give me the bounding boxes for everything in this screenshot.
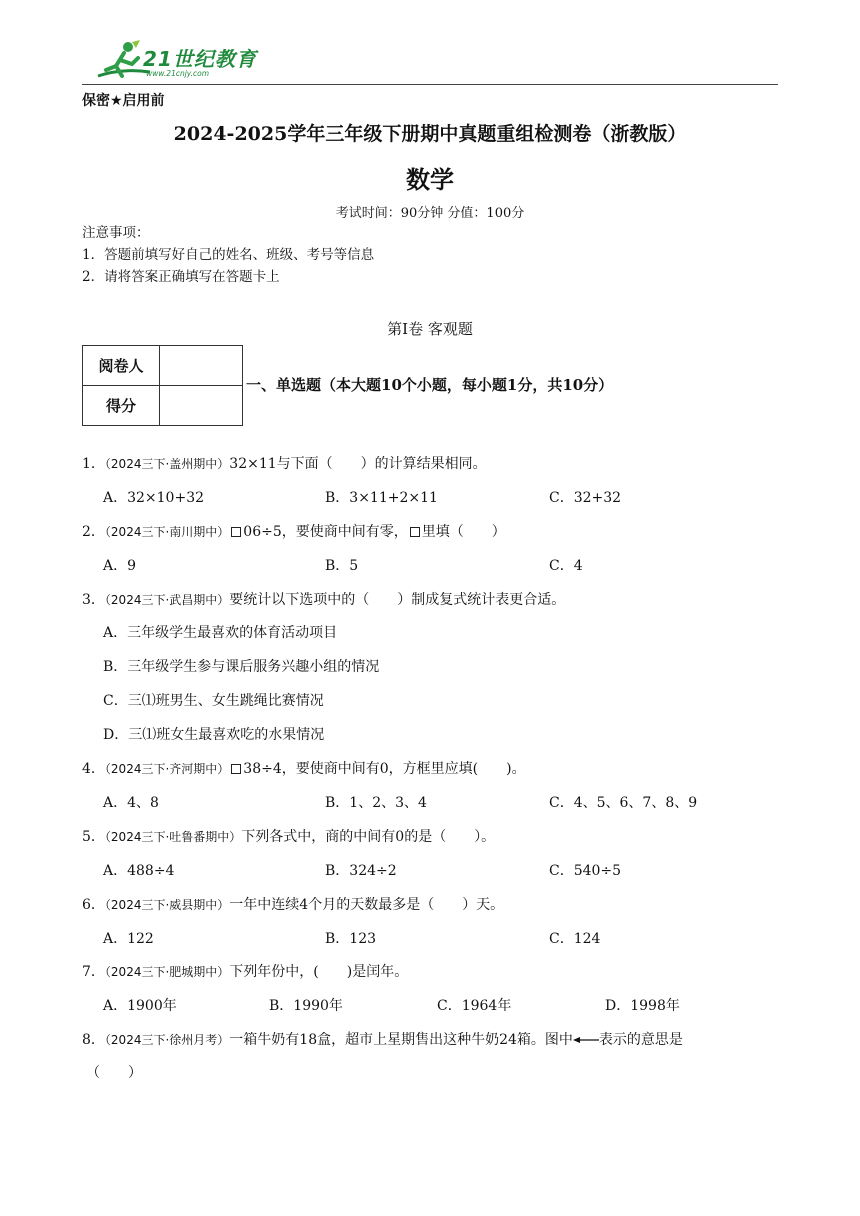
blank-box-icon <box>231 527 241 537</box>
question-text: 要统计以下选项中的（ ）制成复式统计表更合适。 <box>229 592 566 608</box>
question-number: 2． <box>82 524 105 540</box>
notes <box>82 222 374 288</box>
question-source: （2024三下·吐鲁番期中） <box>104 830 242 844</box>
header-divider <box>82 84 778 85</box>
option-c: C．1964年 <box>437 998 512 1014</box>
option-c: C．540÷5 <box>549 863 622 879</box>
question-number: 7． <box>82 964 105 980</box>
option-a: A．122 <box>103 931 154 947</box>
question-source: （2024三下·南川期中） <box>104 525 230 539</box>
question-number: 8． <box>82 1032 105 1048</box>
option-a: A．4、8 <box>103 795 159 811</box>
option-c: C．4、5、6、7、8、9 <box>549 795 698 811</box>
option-b: B．5 <box>325 558 359 574</box>
question-text: 38÷4，要使商中间有0，方框里应填( )。 <box>243 761 526 777</box>
blank-box-icon <box>231 764 241 774</box>
option-a: A．32×10+32 <box>103 490 205 506</box>
question-source: （2024三下·肥城期中） <box>104 965 230 979</box>
question-text: 06÷5，要使商中间有零， <box>243 524 408 540</box>
option-b: B．3×11+2×11 <box>325 490 438 506</box>
option-b: B．123 <box>325 931 377 947</box>
note-item: 2．请将答案正确填写在答题卡上 <box>82 269 280 285</box>
question-text: 里填（ ） <box>421 524 506 540</box>
blank-box-icon <box>410 527 420 537</box>
option-b: B．324÷2 <box>325 863 397 879</box>
question-text: 一箱牛奶有18盒，超市上星期售出这种牛奶24箱。图中 <box>229 1032 573 1048</box>
question-number: 1． <box>82 456 105 472</box>
question-source: （2024三下·齐河期中） <box>104 762 230 776</box>
question-text: 下列各式中，商的中间有0的是（ ）。 <box>241 829 496 845</box>
volume-title: 第I卷 客观题 <box>387 320 473 338</box>
question-number: 4． <box>82 761 105 777</box>
score-label: 得分 <box>83 386 160 426</box>
reviewer-cell <box>160 346 243 386</box>
subject-title: 数学 <box>406 166 454 194</box>
left-arrow-icon <box>573 1035 599 1045</box>
option-b: B．1990年 <box>269 998 343 1014</box>
question-8 <box>82 1029 683 1049</box>
question-number: 3． <box>82 592 105 608</box>
logo-text: 21世纪教育 <box>143 47 257 71</box>
option-c: C．4 <box>549 558 583 574</box>
option-a: A．1900年 <box>103 998 177 1014</box>
note-item: 1．答题前填写好自己的姓名、班级、考号等信息 <box>82 247 375 263</box>
question-6 <box>82 894 504 914</box>
option-c: C．三⑴班男生、女生跳绳比赛情况 <box>103 693 324 709</box>
reviewer-label: 阅卷人 <box>83 346 160 386</box>
question-8-continuation: （ ） <box>86 1065 142 1081</box>
question-text: 下列年份中，( )是闰年。 <box>229 964 409 980</box>
question-3 <box>82 589 565 609</box>
question-text: 32×11与下面（ ）的计算结果相同。 <box>229 456 487 472</box>
question-source: （2024三下·武昌期中） <box>104 593 230 607</box>
notes-heading: 注意事项： <box>82 225 150 241</box>
question-5 <box>82 826 495 846</box>
score-cell <box>160 386 243 426</box>
option-a: A．三年级学生最喜欢的体育活动项目 <box>103 625 338 641</box>
question-1 <box>82 453 487 473</box>
option-a: A．488÷4 <box>103 863 175 879</box>
question-source: （2024三下·徐州月考） <box>104 1033 230 1047</box>
question-number: 5． <box>82 829 105 845</box>
question-7 <box>82 961 408 981</box>
option-c: C．32+32 <box>549 490 622 506</box>
option-c: C．124 <box>549 931 601 947</box>
question-text: 表示的意思是 <box>598 1032 683 1048</box>
question-4 <box>82 758 526 778</box>
question-source: （2024三下·威县期中） <box>104 898 230 912</box>
option-d: D．三⑴班女生最喜欢吃的水果情况 <box>103 727 325 743</box>
option-d: D．1998年 <box>605 998 680 1014</box>
option-b: B．三年级学生参与课后服务兴趣小组的情况 <box>103 659 380 675</box>
logo-url: www.21cnjy.com <box>146 69 210 78</box>
section-title: 一、单选题（本大题10个小题，每小题1分，共10分） <box>246 376 614 394</box>
question-2 <box>82 521 506 541</box>
question-number: 6． <box>82 897 105 913</box>
page-title: 2024-2025学年三年级下册期中真题重组检测卷（浙教版） <box>173 123 687 145</box>
question-text: 一年中连续4个月的天数最多是（ ）天。 <box>229 897 505 913</box>
secret-label: 保密★启用前 <box>82 93 165 109</box>
exam-info: 考试时间：90分钟 分值：100分 <box>335 206 525 221</box>
option-a: A．9 <box>103 558 137 574</box>
option-b: B．1、2、3、4 <box>325 795 427 811</box>
question-source: （2024三下·盖州期中） <box>104 457 230 471</box>
score-box <box>82 345 243 426</box>
